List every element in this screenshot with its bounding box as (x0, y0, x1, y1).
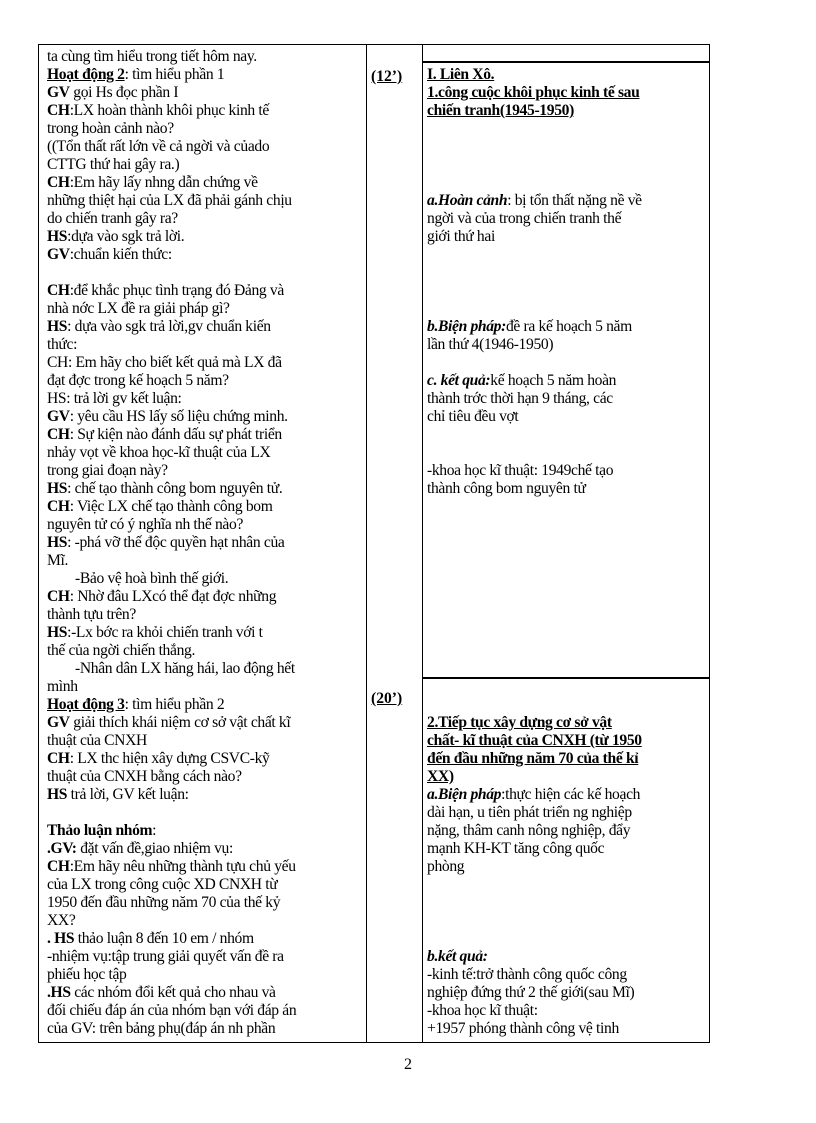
question-line: CH: Nhờ đâu LXcó thể đạt đợc những (47, 588, 277, 605)
text-line: đạt đợc trong kế hoạch 5 năm? (47, 372, 229, 389)
time-label-2: (20’) (371, 690, 403, 707)
subsection-heading: 1.công cuộc khôi phục kinh tế sau (427, 84, 640, 101)
content-line: lần thứ 4(1946-1950) (427, 336, 554, 353)
content-line: giới thứ hai (427, 228, 495, 245)
activities-column (39, 44, 367, 1042)
text-line: của LX trong công cuộc XD CNXH từ (47, 876, 278, 893)
text-line: CTTG thứ hai gây ra.) (47, 156, 180, 173)
question-line: CH:Em hãy nêu những thành tựu chủ yếu (47, 858, 296, 875)
blank-line (427, 300, 707, 318)
content-line: phòng (427, 858, 465, 875)
student-line: HS:dựa vào sgk trả lời. (47, 228, 185, 245)
student-line: HS: chế tạo thành công bom nguyên tử. (47, 480, 283, 497)
text-line: do chiến tranh gây ra? (47, 210, 178, 227)
group-discussion-heading: Thảo luận nhóm: (47, 822, 157, 839)
blank-line (427, 426, 707, 444)
text-line: ta cùng tìm hiểu trong tiết hôm nay. (47, 48, 257, 65)
text-line: thuật của CNXH bằng cách nào? (47, 768, 242, 785)
result-heading: b.kết quả: (427, 948, 488, 965)
teacher-line: GV giải thích khái niệm cơ sở vật chất kĩ (47, 714, 291, 731)
text-line: Mĩ. (47, 552, 69, 569)
page-number: 2 (404, 1056, 412, 1073)
lesson-plan-table (38, 44, 710, 1043)
activity-2-heading: Hoạt động 2: tìm hiểu phần 1 (47, 66, 225, 83)
text-line: -Bảo vệ hoà bình thế giới. (75, 570, 229, 587)
content-line: chỉ tiêu đều vợt (427, 408, 519, 425)
subsection-heading: chất- kĩ thuật của CNXH (từ 1950 (427, 732, 642, 749)
question-line: CH:để khắc phục tình trạng đó Đảng và (47, 282, 284, 299)
content-line: -kinh tế:trở thành công quốc công (427, 966, 627, 983)
content-line: nghiệp đứng thứ 2 thế giới(sau Mĩ) (427, 984, 635, 1001)
text-line: thành tựu trên? (47, 606, 136, 623)
content-line: thành trớc thời hạn 9 tháng, các (427, 390, 613, 407)
content-column (423, 44, 709, 1042)
blank-line (427, 894, 707, 912)
blank-line (427, 246, 707, 264)
text-line: nhảy vọt về khoa học-kĩ thuật của LX (47, 444, 271, 461)
text-line: HS: trả lời gv kết luận: (47, 390, 182, 407)
student-line: .HS các nhóm đổi kết quả cho nhau và (47, 984, 276, 1001)
blank-line (427, 264, 707, 282)
text-line: -Nhân dân LX hăng hái, lao động hết (75, 660, 295, 677)
question-line: CH: Sự kiện nào đánh dấu sự phát triển (47, 426, 282, 443)
text-line: đối chiếu đáp án của nhóm bạn với đáp án (47, 1002, 297, 1019)
subsection-heading: chiến tranh(1945-1950) (427, 102, 574, 119)
content-line: -khoa học kĩ thuật: 1949chế tạo (427, 462, 614, 479)
content-line: dài hạn, u tiên phát triển ng nghiệp (427, 804, 632, 821)
content-line: nặng, thâm canh nông nghiệp, đẩy (427, 822, 631, 839)
text-line: thuật của CNXH (47, 732, 147, 749)
text-line: thế của ngời chiến thắng. (47, 642, 196, 659)
blank-line (427, 138, 707, 156)
time-label-1: (12’) (371, 68, 403, 85)
content-line: thành công bom nguyên tử (427, 480, 586, 497)
text-line: 1950 đến đầu những năm 70 của thế kỷ (47, 894, 281, 911)
text-line: của GV: trên bảng phụ(đáp án nh phần (47, 1020, 276, 1037)
blank-line (427, 282, 707, 300)
text-line: GV gọi Hs đọc phần I (47, 84, 179, 101)
student-line: . HS thảo luận 8 đến 10 em / nhóm (47, 930, 254, 947)
text-line: CH: Em hãy cho biết kết quả mà LX đã (47, 354, 282, 371)
text-line: những thiệt hại của LX đã phải gánh chịu (47, 192, 292, 209)
content-line: mạnh KH-KT tăng công quốc (427, 840, 605, 857)
teacher-line: .GV: đặt vấn đề,giao nhiệm vụ: (47, 840, 233, 857)
activity-3-heading: Hoạt động 3: tìm hiểu phần 2 (47, 696, 225, 713)
activities-text (47, 48, 363, 1038)
content-line: a.Biện pháp:thực hiện các kế hoạch (427, 786, 641, 803)
subsection-heading: đến đầu những năm 70 của thế kỉ (427, 750, 639, 767)
subsection-heading: XX) (427, 768, 454, 785)
student-line: HS:-Lx bớc ra khỏi chiến tranh với t (47, 624, 263, 641)
content-line: a.Hoàn cảnh: bị tổn thất nặng nề về (427, 192, 642, 209)
question-line: CH: LX thc hiện xây dựng CSVC-kỹ (47, 750, 270, 767)
student-line: HS: -phá vỡ thế độc quyền hạt nhân của (47, 534, 285, 551)
blank-line (427, 876, 707, 894)
section-divider (423, 677, 709, 679)
blank-line (427, 174, 707, 192)
text-line: phiếu học tập (47, 966, 127, 983)
text-line: mình (47, 678, 78, 695)
blank-line (427, 120, 707, 138)
text-line: nguyên tử có ý nghĩa nh thế nào? (47, 516, 244, 533)
time-column (367, 44, 423, 1042)
blank-line (427, 156, 707, 174)
text-line: nhà nớc LX đề ra giải pháp gì? (47, 300, 230, 317)
student-line: HS: dựa vào sgk trả lời,gv chuẩn kiến (47, 318, 271, 335)
text-line: -nhiệm vụ:tập trung giải quyết vấn đề ra (47, 948, 284, 965)
content-line: c. kết quả:kế hoạch 5 năm hoàn (427, 372, 617, 389)
content-line: ngời và của trong chiến tranh thế (427, 210, 622, 227)
content-line: -khoa học kĩ thuật: (427, 1002, 538, 1019)
student-line: HS trả lời, GV kết luận: (47, 786, 189, 803)
blank-line (427, 444, 707, 462)
blank-line (427, 912, 707, 930)
blank-line (47, 804, 363, 822)
text-line: trong hoàn cảnh nào? (47, 120, 174, 137)
blank-line (427, 354, 707, 372)
text-line: XX? (47, 912, 76, 929)
blank-line (427, 930, 707, 948)
content-line: b.Biện pháp:đề ra kế hoạch 5 năm (427, 318, 632, 335)
question-line: CH:LX hoàn thành khôi phục kinh tế (47, 102, 269, 119)
question-line: CH: Việc LX chế tạo thành công bom (47, 498, 273, 515)
teacher-line: GV: yêu cầu HS lấy số liệu chứng minh. (47, 408, 288, 425)
text-line: ((Tổn thất rất lớn về cả ngời và củado (47, 138, 270, 155)
section-divider (423, 61, 709, 63)
text-line: trong giai đoạn này? (47, 462, 168, 479)
section-2-content (427, 714, 707, 1038)
section-heading: I. Liên Xô. (427, 66, 495, 83)
teacher-line: GV:chuẩn kiến thức: (47, 246, 172, 263)
section-1-content (427, 66, 707, 498)
blank-line (47, 264, 363, 282)
question-line: CH:Em hãy lấy nhng dẫn chứng về (47, 174, 258, 191)
text-line: thức: (47, 336, 78, 353)
content-line: +1957 phóng thành công vệ tinh (427, 1020, 619, 1037)
subsection-heading: 2.Tiếp tục xây dựng cơ sở vật (427, 714, 612, 731)
